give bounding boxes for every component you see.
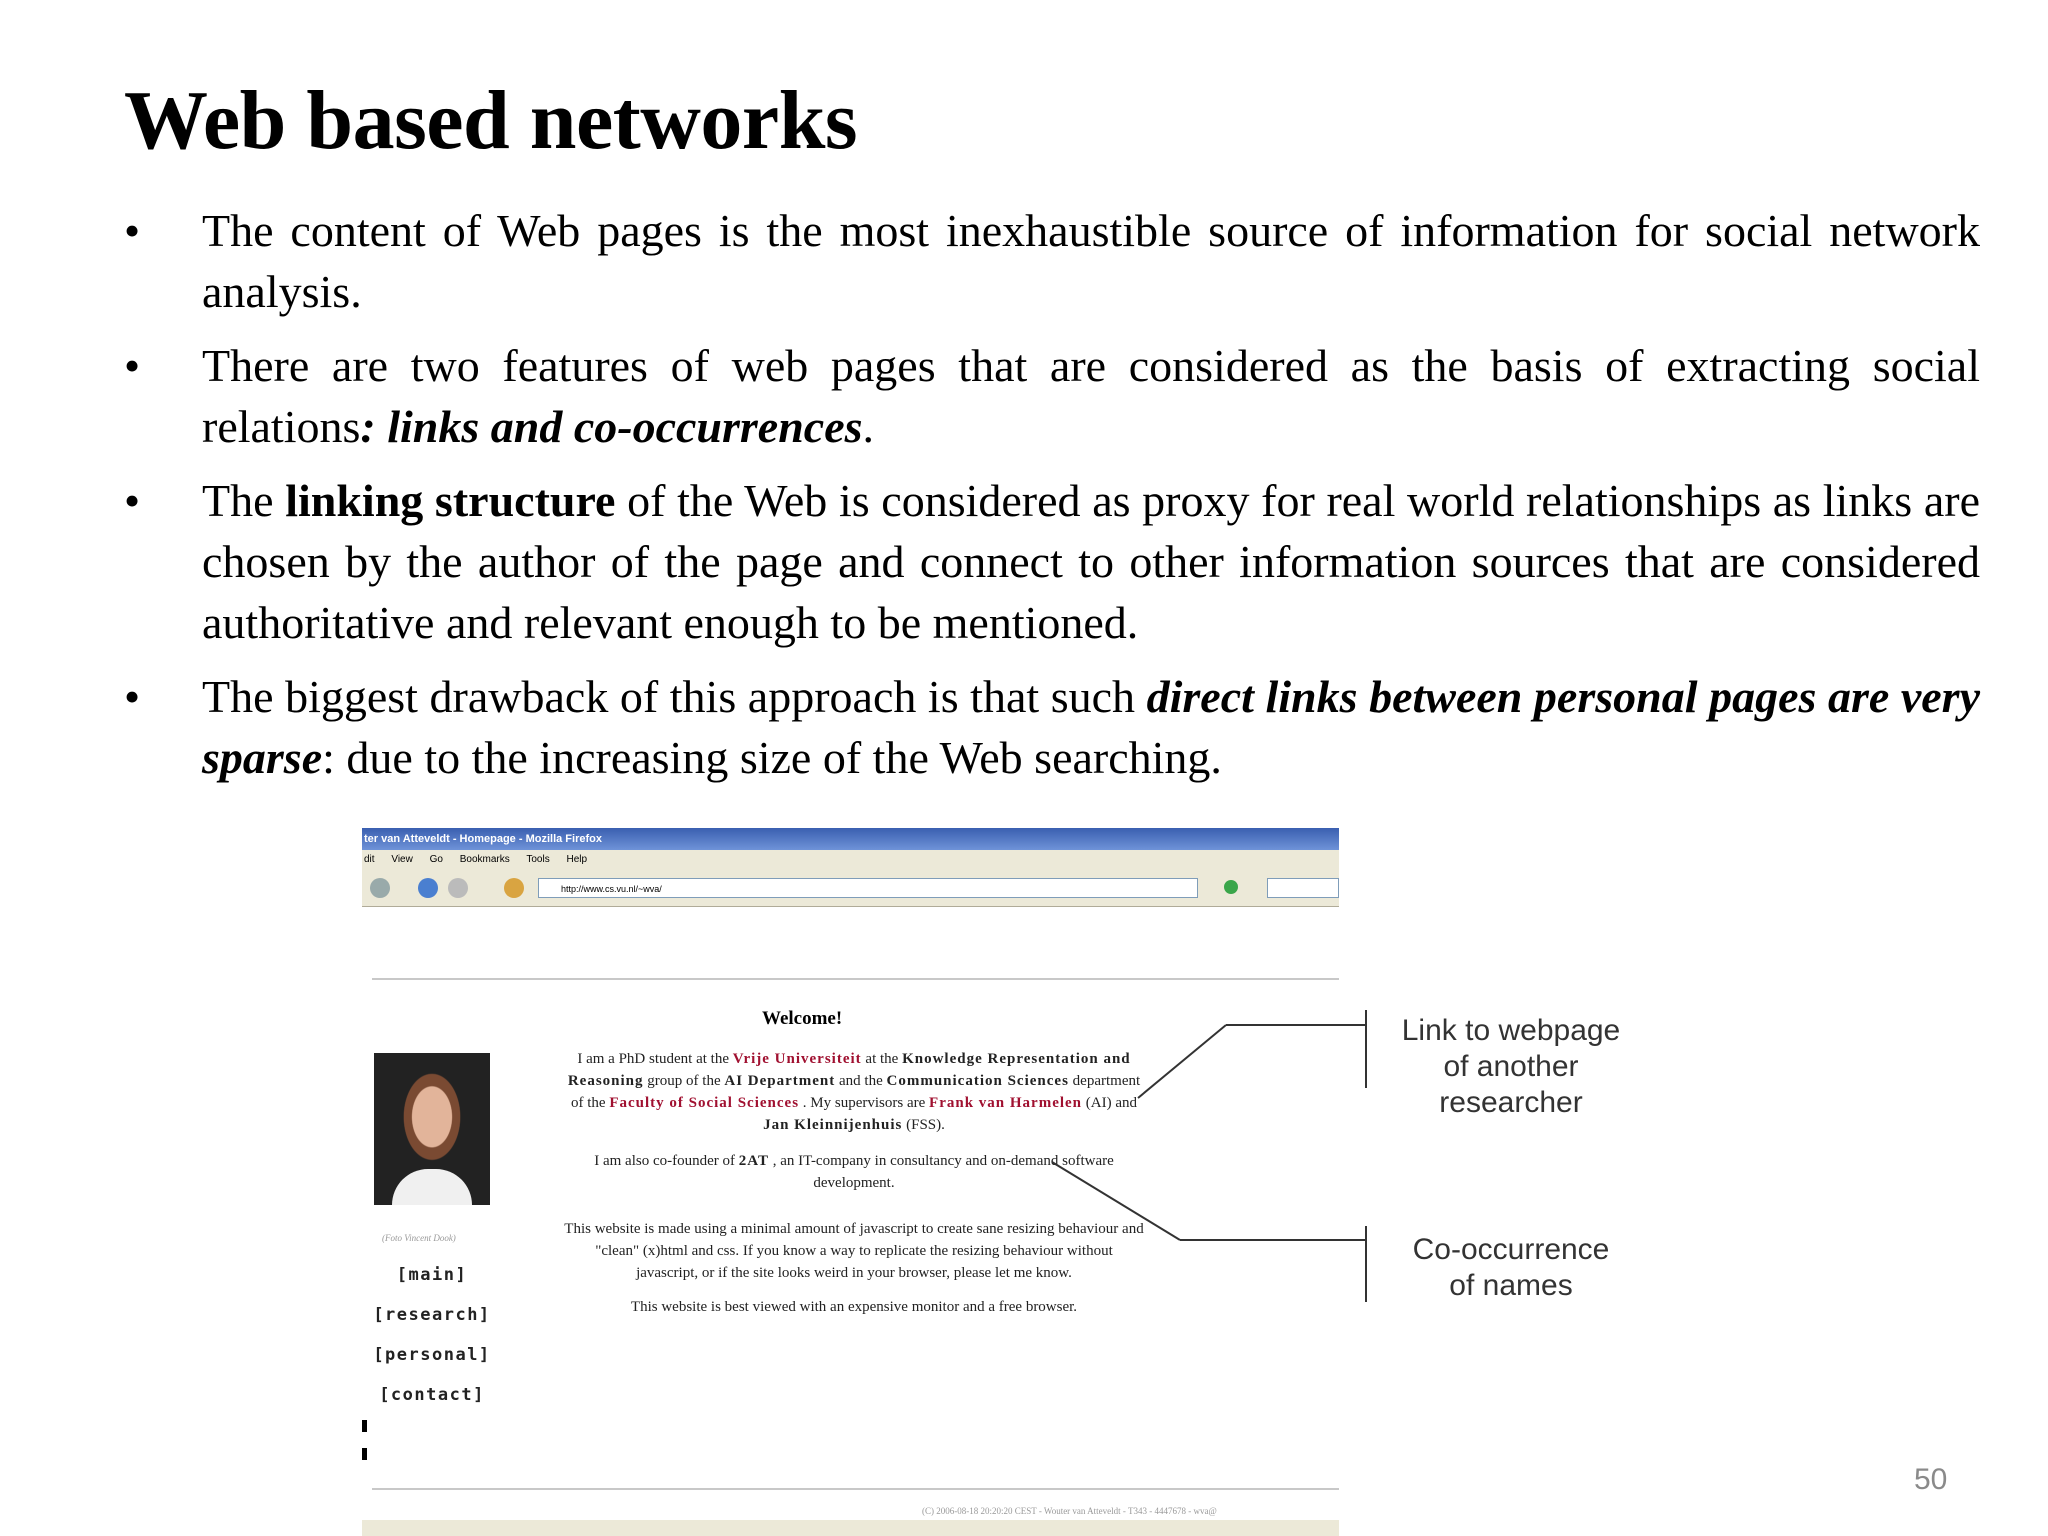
callout-leader (1138, 1025, 1226, 1098)
link-text: Jan Kleinnijenhuis (763, 1117, 903, 1133)
bullet-text: : due to the increasing size of the Web searching. (322, 732, 1222, 783)
callout-line: of another (1443, 1050, 1579, 1083)
slide-title: Web based networks (124, 74, 858, 167)
bullet-text: . (862, 401, 875, 452)
callout-line: Co-occurrence (1412, 1233, 1610, 1266)
bullet-emphasis: linking structure (285, 475, 616, 526)
callout-link (1380, 1013, 1642, 1121)
nav-research: [research] (373, 1305, 491, 1325)
para-text: I am also co-founder of (594, 1153, 739, 1169)
javascript-paragraph: This website is made using a minimal amount of javascript to create sane resizing behaviour and "clean" (x)html and css. If you know a way to replicate the resizing behaviour without javascript, or if the site looks weird in your browser, please let me know. (564, 1221, 1144, 1281)
para-text: . My supervisors are (799, 1095, 930, 1111)
photo-caption: (Foto Vincent Dook) (382, 1233, 456, 1243)
nav-main: [main] (396, 1265, 468, 1285)
bullet-emphasis: : links and co-occurrences (360, 401, 863, 452)
callout-cooccurrence (1380, 1232, 1642, 1304)
link-text: Communication Sciences (886, 1073, 1069, 1089)
bullet-dot: • (124, 671, 141, 722)
link-text: 2AT (738, 1153, 769, 1169)
page-number: 50 (1914, 1463, 1948, 1496)
page-footer: (C) 2006-08-18 20:20:20 CEST - Wouter van Atteveldt - T343 - 4447678 - wva@ (922, 1506, 1217, 1516)
bullet-dot: • (124, 475, 141, 526)
menu-item: Bookmarks (459, 854, 510, 865)
menu-item: dit (364, 854, 375, 865)
link-text: Faculty of Social Sciences (609, 1095, 800, 1111)
address-bar: http://www.cs.vu.nl/~wva/ (538, 878, 1198, 898)
para-text: I am a PhD student at the (577, 1051, 733, 1067)
menu-item: View (391, 854, 413, 865)
link-text: Frank van Harmelen (929, 1095, 1083, 1111)
para-text: at the (861, 1051, 903, 1067)
callout-line: Link to webpage (1401, 1014, 1621, 1047)
para-text: (AI) and (1082, 1095, 1138, 1111)
para-text: group of the (643, 1073, 725, 1089)
callout-line: researcher (1439, 1086, 1583, 1119)
nav-contact: [contact] (379, 1385, 485, 1405)
menu-item: Tools (526, 854, 550, 865)
viewing-paragraph: This website is best viewed with an expensive monitor and a free browser. (630, 1299, 1078, 1315)
bullet-text: of the Web is considered as proxy for real world relationships as links are chosen by the author of the page and connect to other information sources that are considered authoritative and relevant enough to be mentioned. (202, 475, 1980, 648)
callout-leader (1052, 1162, 1180, 1240)
bullet-emphasis: direct links between personal pages are very sparse (202, 671, 1980, 783)
window-title: ter van Atteveldt - Homepage - Mozilla Firefox (362, 828, 1339, 850)
para-text: and the (835, 1073, 887, 1089)
para-text: (FSS). (902, 1117, 945, 1133)
callout-line: of names (1449, 1269, 1573, 1302)
bullet-text: The content of Web pages is the most inexhaustible source of information for social network analysis. (202, 205, 1980, 317)
bullet-text: The (202, 475, 286, 526)
link-text: Knowledge Representation and Reasoning (567, 1051, 1131, 1089)
para-text: , an IT-company in consultancy and on-demand software development. (769, 1153, 1114, 1191)
bullet-text: There are two features of web pages that are considered as the basis of extracting social relations (202, 340, 1980, 452)
menu-item: Go (429, 854, 443, 865)
para-text: department of the (570, 1073, 1141, 1111)
link-text: Vrije Universiteit (732, 1051, 862, 1067)
link-text: AI Department (724, 1073, 836, 1089)
bullet-text: The biggest drawback of this approach is that such (202, 671, 1147, 722)
bullet-dot: • (124, 205, 141, 256)
menu-item: Help (566, 854, 588, 865)
welcome-heading: Welcome! (762, 1008, 843, 1029)
bullet-dot: • (124, 340, 141, 391)
nav-personal: [personal] (373, 1345, 491, 1365)
